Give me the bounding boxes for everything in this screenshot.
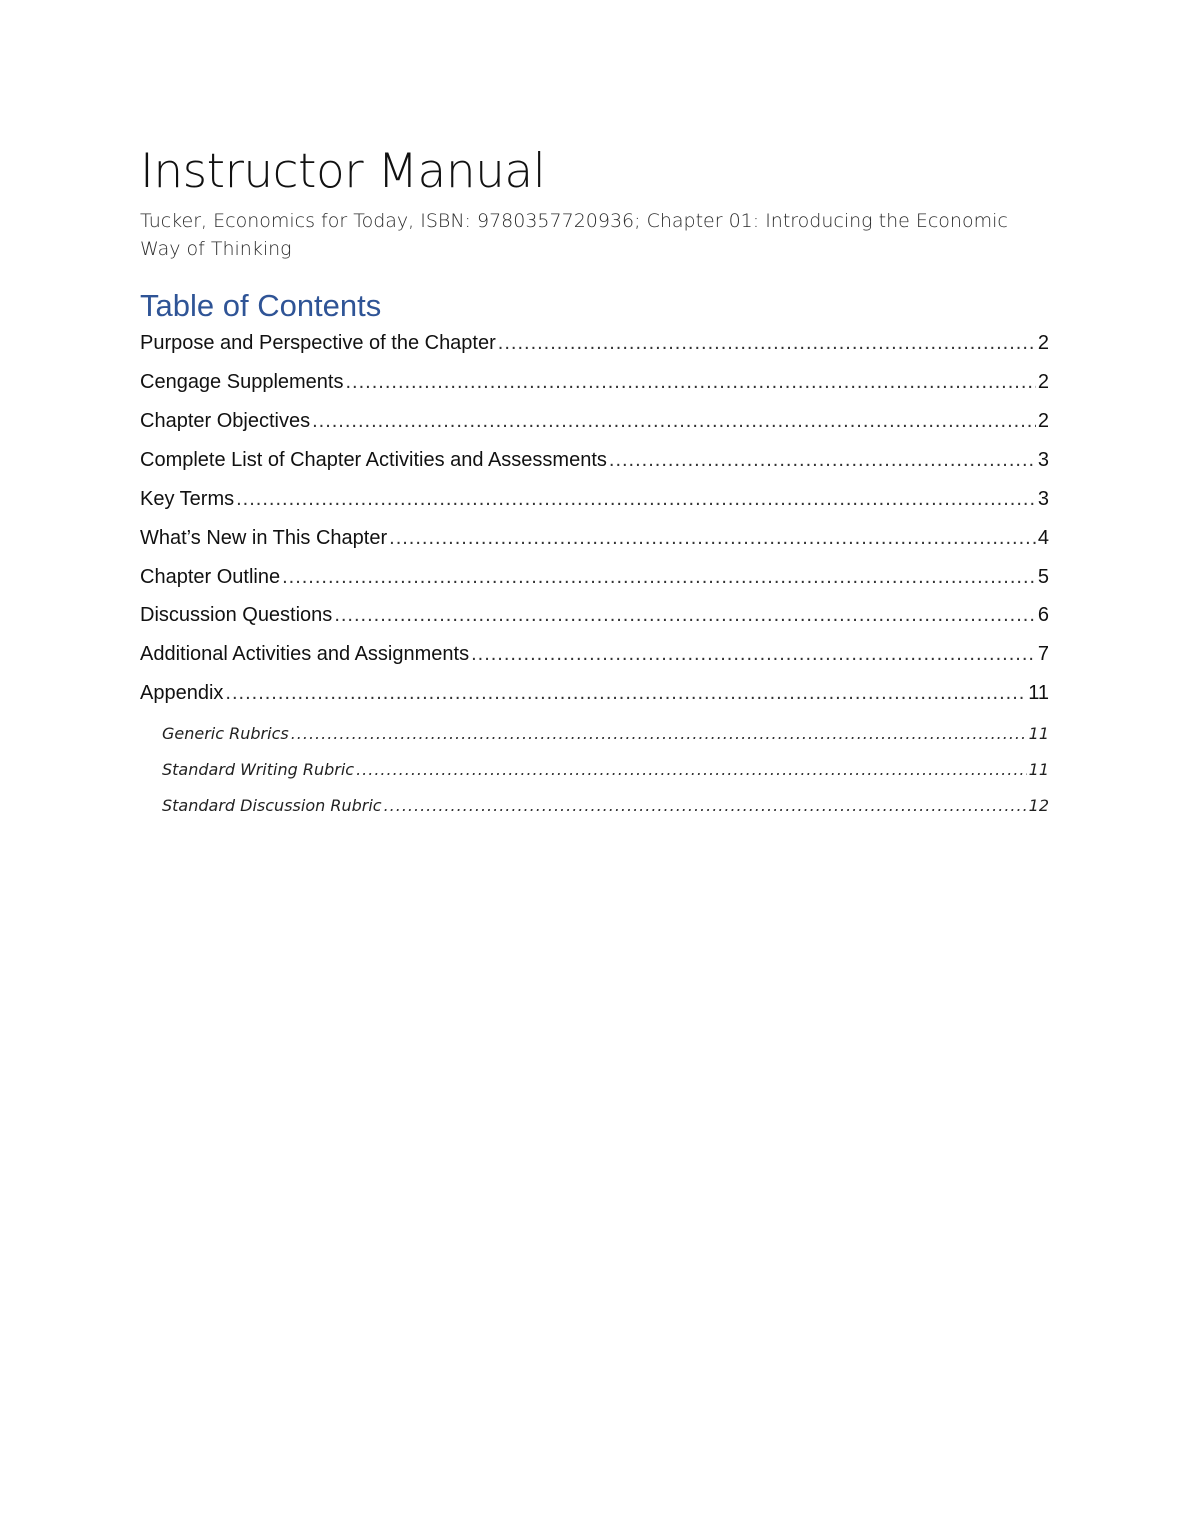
toc-entry-label: Appendix: [140, 682, 224, 704]
toc-entry-chapter-outline[interactable]: [140, 561, 1049, 593]
toc-entry-label: What’s New in This Chapter: [140, 527, 388, 549]
toc-entry-label: Cengage Supplements: [140, 371, 344, 393]
document-title: Instructor Manual: [140, 144, 546, 199]
toc-dot-leader: [236, 488, 1036, 515]
toc-dot-leader: [356, 760, 1027, 783]
toc-entry-appendix[interactable]: [140, 677, 1049, 709]
toc-heading: Table of Contents: [140, 288, 382, 323]
toc-entry-purpose[interactable]: [140, 327, 1049, 359]
toc-entry-label: Complete List of Chapter Activities and Assessments: [140, 449, 607, 471]
toc-entry-page: 2: [1037, 371, 1049, 393]
document-subtitle: Tucker, Economics for Today, ISBN: 9780357720936; Chapter 01: Introducing the Economic Way of Thinking: [140, 210, 1008, 260]
toc-entry-key-terms[interactable]: [140, 483, 1049, 515]
toc-dot-leader: [609, 449, 1036, 476]
toc-entry-page: 4: [1037, 527, 1049, 549]
toc-entry-page: 2: [1037, 332, 1049, 354]
toc-entry-page: 3: [1037, 488, 1049, 510]
toc-subentry-standard-writing-rubric[interactable]: [162, 751, 1049, 783]
toc-entry-page: 2: [1037, 410, 1049, 432]
toc-subentry-page: 11: [1028, 724, 1049, 743]
toc-dot-leader: [334, 604, 1036, 631]
toc-entry-page: 3: [1037, 449, 1049, 471]
toc-entry-label: Purpose and Perspective of the Chapter: [140, 332, 496, 354]
toc-entry-cengage-supplements[interactable]: [140, 366, 1049, 398]
toc-entry-page: 5: [1037, 566, 1049, 588]
toc-entry-label: Discussion Questions: [140, 604, 333, 626]
toc-entry-page: 7: [1037, 643, 1049, 665]
toc-dot-leader: [389, 527, 1036, 554]
toc-dot-leader: [291, 724, 1027, 747]
toc-dot-leader: [282, 566, 1036, 593]
toc-entry-discussion-questions[interactable]: [140, 599, 1049, 631]
toc-entry-label: Additional Activities and Assignments: [140, 643, 470, 665]
toc-entry-activities-assessments[interactable]: [140, 444, 1049, 476]
toc-entry-label: Chapter Objectives: [140, 410, 311, 432]
toc-subentry-label: Generic Rubrics: [162, 724, 289, 743]
toc-entry-page: 11: [1028, 682, 1049, 704]
toc-entry-label: Chapter Outline: [140, 566, 281, 588]
toc-entry-additional-activities[interactable]: [140, 638, 1049, 670]
toc-subentry-label: Standard Discussion Rubric: [162, 796, 382, 815]
toc-dot-leader: [345, 371, 1035, 398]
toc-entry-chapter-objectives[interactable]: [140, 405, 1049, 437]
toc-subentry-label: Standard Writing Rubric: [162, 760, 355, 779]
toc-subentry-page: 12: [1028, 796, 1049, 815]
toc-subentry-standard-discussion-rubric[interactable]: [162, 787, 1049, 819]
toc-entry-label: Key Terms: [140, 488, 235, 510]
toc-subentry-generic-rubrics[interactable]: [162, 715, 1049, 747]
toc-dot-leader: [471, 643, 1036, 670]
toc-entry-whats-new[interactable]: [140, 522, 1049, 554]
toc-dot-leader: [312, 410, 1036, 437]
toc-entry-page: 6: [1037, 604, 1049, 626]
toc-subentry-page: 11: [1028, 760, 1049, 779]
toc-dot-leader: [225, 682, 1026, 709]
toc-dot-leader: [498, 332, 1036, 359]
toc-dot-leader: [384, 796, 1027, 819]
